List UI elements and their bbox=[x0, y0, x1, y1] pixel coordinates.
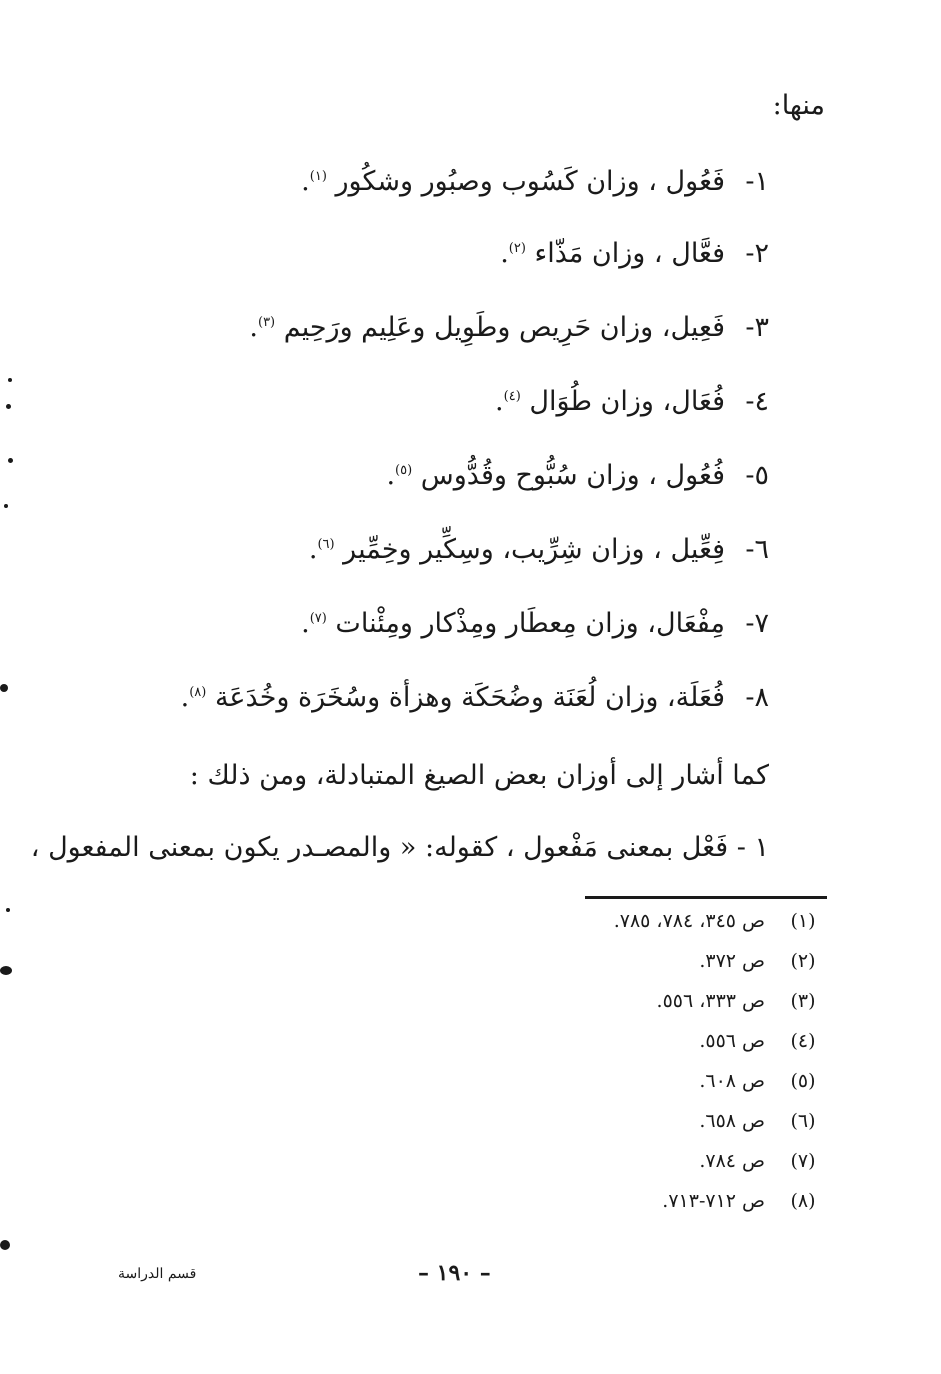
body-paragraph-continued: ١ - فَعْل بمعنى مَفْعول ، كقوله: « والمصـدر يكون بمعنى المفعول ، bbox=[30, 832, 769, 863]
footnote-7 bbox=[699, 1148, 825, 1174]
item-text: مِفْعَال، وزان مِعطَار ومِذْكار ومِئْنات bbox=[335, 608, 725, 639]
scan-speck bbox=[6, 404, 11, 409]
item-number: ٦- bbox=[745, 534, 769, 565]
footnote-number: (٢) bbox=[790, 950, 816, 972]
footnote-text: ص ٣٧٢. bbox=[699, 950, 765, 972]
scan-speck bbox=[0, 684, 8, 692]
item-text: فَعِيل، وزان حَرِيص وطَوِيل وعَلِيم ورَحِيم bbox=[283, 312, 725, 343]
footnote-number: (٤) bbox=[790, 1030, 816, 1052]
item-number: ٨- bbox=[745, 682, 769, 713]
body-paragraph: كما أشار إلى أوزان بعض الصيغ المتبادلة، ومن ذلك : bbox=[189, 760, 769, 791]
list-item-3: ٣-فَعِيل، وزان حَرِيص وطَوِيل وعَلِيم ورَحِيم $^{(٣)}$. bbox=[249, 310, 769, 346]
list-item-6: ٦-فِعِّيل ، وزان شِرِّيب، وسِكِّير وخِمِّير $^{(٦)}$. bbox=[309, 532, 769, 568]
item-number: ٤- bbox=[745, 386, 769, 417]
scan-speck bbox=[0, 966, 12, 975]
footnote-1 bbox=[614, 908, 825, 934]
item-number: ٢- bbox=[745, 238, 769, 269]
item-text: فُعَال، وزان طُوَال bbox=[529, 386, 725, 417]
footnote-ref: (٥) bbox=[395, 463, 413, 478]
footnote-text: ص ٦٥٨. bbox=[699, 1110, 765, 1132]
item-text: فَعُول ، وزان كَسُوب وصبُور وشكُور bbox=[335, 166, 725, 197]
footnote-ref: (٤) bbox=[503, 389, 521, 404]
footnote-ref: (٦) bbox=[317, 537, 335, 552]
list-item-4: ٤-فُعَال، وزان طُوَال $^{(٤)}$. bbox=[495, 384, 769, 420]
footnote-6 bbox=[699, 1108, 825, 1134]
footnote-ref: (٧) bbox=[309, 611, 327, 626]
footnote-text: ص ٣٣٣، ٥٥٦. bbox=[656, 990, 765, 1012]
item-number: ١- bbox=[745, 166, 769, 197]
list-item-1: ١-فَعُول ، وزان كَسُوب وصبُور وشكُور $^{(١)}$. bbox=[301, 164, 769, 200]
footnote-number: (٥) bbox=[790, 1070, 816, 1092]
footnote-2 bbox=[699, 948, 825, 974]
footnote-text: ص ٥٥٦. bbox=[699, 1030, 765, 1052]
footnote-4 bbox=[699, 1028, 825, 1054]
scan-speck bbox=[8, 378, 12, 382]
item-number: ٥- bbox=[745, 460, 769, 491]
item-text: فعَّال ، وزان مَذّاء bbox=[534, 238, 725, 269]
section-heading: منها: bbox=[772, 90, 825, 121]
footnote-number: (٨) bbox=[790, 1190, 816, 1212]
footnote-number: (٦) bbox=[790, 1110, 816, 1132]
footnote-ref: (٢) bbox=[508, 241, 526, 256]
footnote-ref: (٨) bbox=[189, 685, 207, 700]
list-item-8: ٨-فُعَلَة، وزان لُعَنَة وضُحَكَة وهزأة وسُخَرَة وخُدَعَة $^{(٨)}$. bbox=[181, 680, 769, 716]
footnote-ref: (١) bbox=[309, 169, 327, 184]
footnote-text: ص ٦٠٨. bbox=[699, 1070, 765, 1092]
footnote-number: (١) bbox=[790, 910, 816, 932]
scan-speck bbox=[4, 504, 8, 508]
item-text: فُعُول ، وزان سُبُّوح وقُدُّوس bbox=[420, 460, 725, 491]
item-text: فُعَلَة، وزان لُعَنَة وضُحَكَة وهزأة وسُخَرَة وخُدَعَة bbox=[214, 682, 725, 713]
footnote-number: (٣) bbox=[790, 990, 816, 1012]
footnote-3 bbox=[657, 988, 825, 1014]
footnote-number: (٧) bbox=[790, 1150, 816, 1172]
footnote-5 bbox=[699, 1068, 825, 1094]
scan-speck bbox=[6, 908, 10, 912]
list-item-5: ٥-فُعُول ، وزان سُبُّوح وقُدُّوس $^{(٥)}$. bbox=[386, 458, 769, 494]
footnote-divider bbox=[585, 896, 827, 899]
running-footer-section: قسم الدراسة bbox=[118, 1266, 197, 1282]
item-number: ٣- bbox=[745, 312, 769, 343]
scan-speck bbox=[8, 458, 13, 463]
page-number: – ١٩٠ – bbox=[418, 1260, 491, 1286]
footnote-text: ص ٣٤٥، ٧٨٤، ٧٨٥. bbox=[613, 910, 765, 932]
footnote-text: ص ٧١٢-٧١٣. bbox=[662, 1190, 765, 1212]
list-item-7: ٧-مِفْعَال، وزان مِعطَار ومِذْكار ومِئْنات $^{(٧)}$. bbox=[301, 606, 769, 642]
footnote-8 bbox=[662, 1188, 825, 1214]
item-number: ٧- bbox=[745, 608, 769, 639]
footnote-ref: (٣) bbox=[257, 315, 276, 330]
list-item-2: ٢-فعَّال ، وزان مَذّاء $^{(٢)}$. bbox=[500, 236, 769, 272]
item-text: فِعِّيل ، وزان شِرِّيب، وسِكِّير وخِمِّير bbox=[343, 534, 725, 565]
scan-speck bbox=[0, 1240, 10, 1250]
footnote-text: ص ٧٨٤. bbox=[699, 1150, 765, 1172]
